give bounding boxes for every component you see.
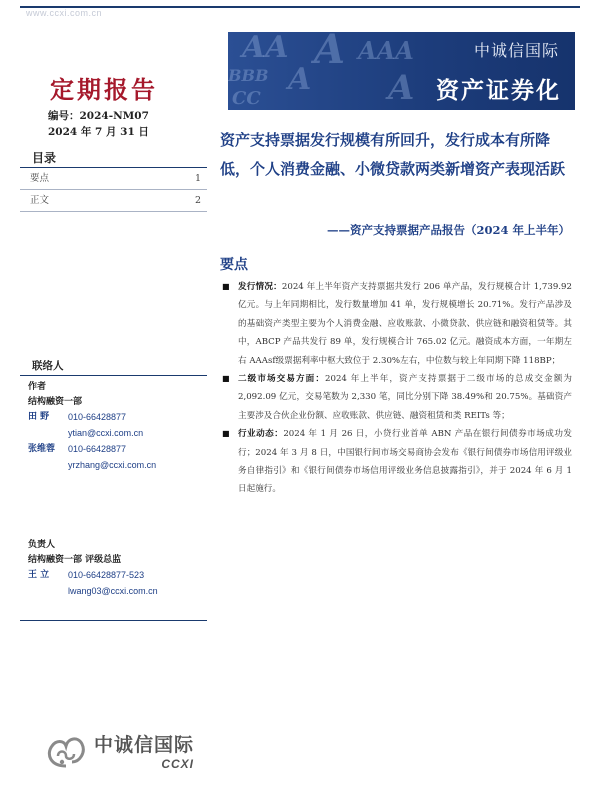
ccxi-logo-icon [44, 732, 88, 770]
summary-heading: 要点 [220, 257, 248, 273]
contact-phone: 010-66428877 [68, 412, 127, 422]
report-meta [48, 108, 149, 140]
banner-letters: AAA [358, 36, 414, 65]
bullet-square-icon: ■ [222, 282, 230, 291]
bullet-body: 2024 年上半年，资产支持票据于二级市场的总成交金额为 2,092.09 亿元，交易笔数为 2,330 笔，同比分别下降 38.49%和 20.75%。基础资产主要涉及合伙企业份额、应收账款、供应链、融资租赁和类 REITs 等； [238, 374, 572, 421]
contact-email[interactable]: ytian@ccxi.com.cn [68, 428, 144, 438]
bullet-body: 2024 年 1 月 26 日，小贷行业首单 ABN 产品在银行间债券市场成功发行；2024 年 3 月 8 日，中国银行间市场交易商协会发布《银行间债券市场信用评级业务自律指引》和《银行间债券市场信用评级业务信息披露指引》，并于 2024 年 6 月 1 日起施行。 [238, 429, 572, 495]
left-column-divider [20, 620, 207, 621]
toc-title: 目录 [20, 148, 207, 168]
contact-email[interactable]: yrzhang@ccxi.com.cn [68, 460, 157, 470]
banner-letters: A [288, 62, 312, 97]
bullet-text [238, 370, 572, 425]
bullet-body: 2024 年上半年资产支持票据共发行 206 单产品，发行规模合计 1,739.92 亿元。与上年同期相比，发行数量增加 41 单，发行规模增长 20.71%。发行产品涉及的基础资产类型主要为个人消费金融、应收账款、小微贷款、供应链和融资租赁等。其中，ABCP 产品共发行 89 单，发行规模合计 765.02 亿元。融资成本方面，一年期左右 AAAsf级票据利率中枢大致位于 2.30%左右，中位数与较上年同期下降 118BP； [238, 282, 572, 366]
contact-email[interactable]: lwang03@ccxi.com.cn [68, 586, 158, 596]
banner-letters: AA [242, 32, 289, 65]
report-subtitle: ——资产支持票据产品报告（2024 年上半年） [326, 223, 570, 237]
toc-item[interactable] [20, 168, 207, 190]
bullet-square-icon: ■ [222, 374, 230, 384]
toc-item-page: 2 [194, 195, 201, 206]
owner-label: 负责人 [28, 540, 56, 550]
contact-person [28, 568, 208, 583]
logo-text-cn: 中诚信国际 [94, 734, 195, 756]
report-date: 2024 年 7 月 31 日 [48, 126, 149, 138]
toc-item-page: 1 [194, 173, 201, 184]
authors-block [28, 380, 208, 474]
report-type: 定期报告 [50, 75, 158, 104]
bullet-lead: 发行情况： [238, 282, 282, 292]
banner-letters: BBB [228, 66, 269, 85]
contact-phone: 010-66428877-523 [68, 570, 145, 580]
header-url: www.ccxi.com.cn [26, 8, 103, 18]
ccxi-logo [44, 730, 194, 771]
toc-item-label: 要点 [30, 173, 50, 184]
banner-letters: A [314, 32, 346, 73]
contacts-title: 联络人 [20, 356, 207, 376]
top-rule [20, 6, 580, 20]
contact-name: 张维蓉 [28, 444, 56, 454]
contact-phone: 010-66428877 [68, 444, 127, 454]
report-number: 编号：2024-NM07 [48, 110, 149, 122]
authors-dept: 结构融资一部 [28, 397, 83, 407]
bullet-lead: 行业动态： [238, 429, 284, 440]
logo-text-en: CCXI [161, 757, 195, 771]
banner-company-name: 中诚信国际 [473, 41, 559, 60]
table-of-contents [20, 148, 207, 212]
owner-block [28, 538, 208, 600]
contact-name: 王 立 [28, 570, 50, 580]
banner-letters: CC [232, 88, 261, 109]
list-item [222, 370, 572, 425]
bullet-square-icon: ■ [222, 429, 230, 439]
list-item [222, 278, 572, 370]
contact-name: 田 野 [28, 412, 50, 422]
banner-letters: A [388, 68, 415, 108]
report-title: 资产支持票据发行规模有所回升，发行成本有所降低，个人消费金融、小微贷款两类新增资产表现活跃 [220, 131, 566, 178]
owner-dept: 结构融资一部 评级总监 [28, 555, 122, 565]
banner-series-title: 资产证券化 [436, 77, 561, 104]
list-item [222, 425, 572, 499]
header-banner [228, 32, 575, 110]
toc-item-label: 正文 [30, 195, 50, 206]
bullet-text [238, 278, 572, 370]
bullet-lead: 二级市场交易方面： [238, 374, 326, 385]
toc-item[interactable] [20, 190, 207, 212]
contact-person [28, 442, 208, 457]
authors-label: 作者 [28, 382, 47, 392]
contact-person [28, 410, 208, 425]
summary-list [222, 278, 572, 499]
bullet-text [238, 425, 572, 499]
